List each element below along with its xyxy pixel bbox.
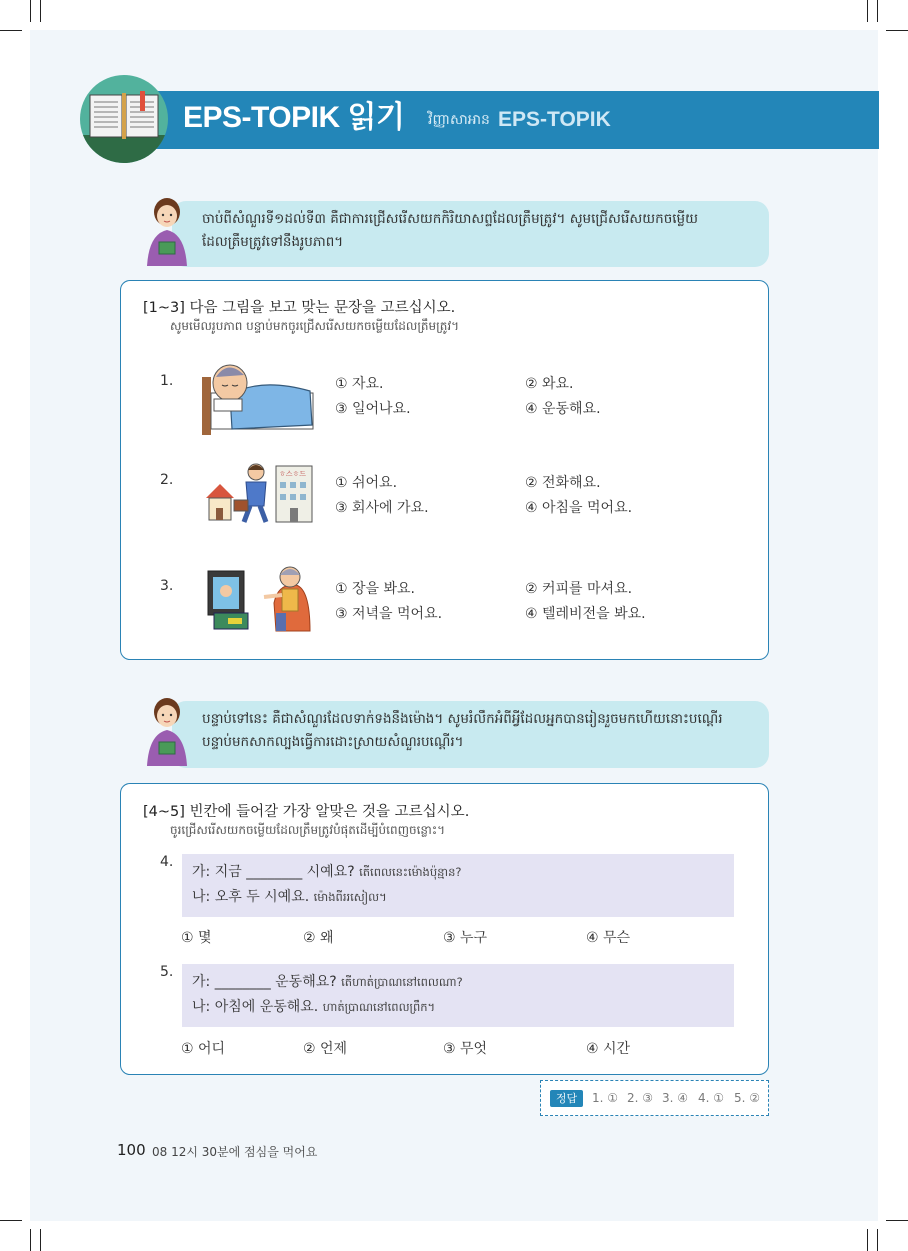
answer-key xyxy=(540,1080,769,1116)
chapter-title: 08 12시 30분에 점심을 먹어요 xyxy=(152,1145,318,1159)
section-heading: [4~5] 빈칸에 들어갈 가장 알맞은 것을 고르십시오. xyxy=(143,804,470,820)
instruction-bubble-2 xyxy=(172,701,769,768)
answer-option[interactable]: ③ 저녁을 먹어요. xyxy=(335,606,443,622)
answer-option[interactable]: ③ 무엇 xyxy=(443,1041,488,1057)
dialog-box xyxy=(182,964,734,1027)
dialog-line-khmer: តើពេលនេះម៉ោងប៉ុន្មាន? xyxy=(359,865,462,879)
question-number: 1. xyxy=(160,373,174,389)
crop-mark xyxy=(0,1220,22,1221)
answer-key-item: 2. ③ xyxy=(627,1091,654,1105)
commute-to-office-illustration xyxy=(204,460,316,526)
answer-option[interactable]: ③ 누구 xyxy=(443,930,488,946)
dialog-line-korean: 가: ________ 운동해요? xyxy=(192,974,337,990)
page-title: EPS-TOPIK 읽기 xyxy=(183,101,405,134)
dialog-line-khmer: តើហាត់ប្រាណនៅពេលណា? xyxy=(341,975,463,989)
crop-mark xyxy=(886,1220,908,1221)
crop-mark xyxy=(867,1229,868,1251)
crop-mark xyxy=(877,1229,878,1251)
office-sign: ㅎ스ㅎ드 xyxy=(279,470,307,478)
answer-key-item: 1. ① xyxy=(592,1091,619,1105)
answer-key-item: 4. ① xyxy=(698,1091,725,1105)
dialog-line-khmer: ម៉ោងពីររសៀល។ xyxy=(313,890,387,904)
answer-option[interactable]: ② 전화해요. xyxy=(525,475,601,491)
crop-mark xyxy=(40,1229,41,1251)
page-subtitle-khmer: វិញ្ញាសាអាន xyxy=(428,112,490,128)
answer-option[interactable]: ④ 텔레비전을 봐요. xyxy=(525,606,646,622)
answer-option[interactable]: ② 왜 xyxy=(303,930,334,946)
page-subtitle-english: EPS-TOPIK xyxy=(498,108,611,131)
watching-tv-illustration xyxy=(206,563,314,635)
question-number: 2. xyxy=(160,472,174,488)
crop-mark xyxy=(40,0,41,22)
dialog-line-korean: 가: 지금 ________ 시예요? xyxy=(192,864,355,880)
teacher-avatar-icon xyxy=(143,196,191,266)
instruction-line: បន្ទាប់ទៅនេះ គឺជាសំណួរដែលទាក់ទងនឹងម៉ោង។ សូមរំលឹកអំពីអ្វីដែលអ្នកបានរៀនរួចមកហើយនោះបណ្ដើរ xyxy=(202,711,723,727)
answer-option[interactable]: ① 몇 xyxy=(181,930,212,946)
section-subheading: សូមមើលរូបភាព បន្ទាប់មកចូរជ្រើសរើសយកចម្លើយដែលត្រឹមត្រូវ។ xyxy=(170,319,460,333)
answer-option[interactable]: ④ 시간 xyxy=(586,1041,631,1057)
section-subheading: ចូរជ្រើសរើសយកចម្លើយដែលត្រឹមត្រូវបំផុតដើម្បីបំពេញចន្លោះ។ xyxy=(170,823,446,837)
instruction-line: បន្ទាប់មកសាកល្បងធ្វើការដោះស្រាយសំណួរបណ្ដើរ។ xyxy=(202,734,464,750)
instruction-line: ចាប់ពីសំណួរទី១ដល់ទី៣ គឺជាការជ្រើសរើសយកកិរិយាសព្ទដែលត្រឹមត្រូវ។ សូមជ្រើសរើសយកចម្លើយ xyxy=(202,211,698,227)
header-book-badge xyxy=(80,75,168,163)
dialog-line-korean: 나: 아침에 운동해요. xyxy=(192,999,319,1015)
answer-option[interactable]: ② 와요. xyxy=(525,376,574,392)
dialog-line-khmer: ហាត់ប្រាណនៅពេលព្រឹក។ xyxy=(322,1000,436,1014)
answer-option[interactable]: ② 언제 xyxy=(303,1041,348,1057)
answer-option[interactable]: ④ 운동해요. xyxy=(525,401,601,417)
instruction-bubble-1 xyxy=(172,201,769,267)
teacher-avatar-icon xyxy=(143,696,191,766)
crop-mark xyxy=(886,30,908,31)
crop-mark xyxy=(877,0,878,22)
sleeping-man-illustration xyxy=(200,355,316,440)
instruction-line: ដែលត្រឹមត្រូវទៅនឹងរូបភាព។ xyxy=(202,234,344,250)
page-number: 100 xyxy=(117,1141,146,1159)
answer-option[interactable]: ① 쉬어요. xyxy=(335,475,398,491)
crop-mark xyxy=(0,30,22,31)
answer-key-badge: 정답 xyxy=(550,1090,583,1107)
crop-mark xyxy=(867,0,868,22)
answer-key-item: 5. ② xyxy=(734,1091,761,1105)
crop-mark xyxy=(30,0,31,22)
answer-key-item: 3. ④ xyxy=(662,1091,689,1105)
answer-option[interactable]: ④ 무슨 xyxy=(586,930,631,946)
answer-option[interactable]: ① 장을 봐요. xyxy=(335,581,415,597)
answer-option[interactable]: ① 어디 xyxy=(181,1041,226,1057)
question-number: 5. xyxy=(160,964,174,980)
dialog-line-korean: 나: 오후 두 시예요. xyxy=(192,889,310,905)
answer-option[interactable]: ① 자요. xyxy=(335,376,384,392)
answer-option[interactable]: ③ 일어나요. xyxy=(335,401,411,417)
answer-option[interactable]: ④ 아침을 먹어요. xyxy=(525,500,633,516)
answer-option[interactable]: ② 커피를 마셔요. xyxy=(525,581,633,597)
crop-mark xyxy=(30,1229,31,1251)
dialog-box xyxy=(182,854,734,917)
answer-option[interactable]: ③ 회사에 가요. xyxy=(335,500,429,516)
open-book-icon xyxy=(80,75,168,163)
section-heading: [1~3] 다음 그림을 보고 맞는 문장을 고르십시오. xyxy=(143,300,456,316)
question-number: 4. xyxy=(160,854,174,870)
question-number: 3. xyxy=(160,578,174,594)
